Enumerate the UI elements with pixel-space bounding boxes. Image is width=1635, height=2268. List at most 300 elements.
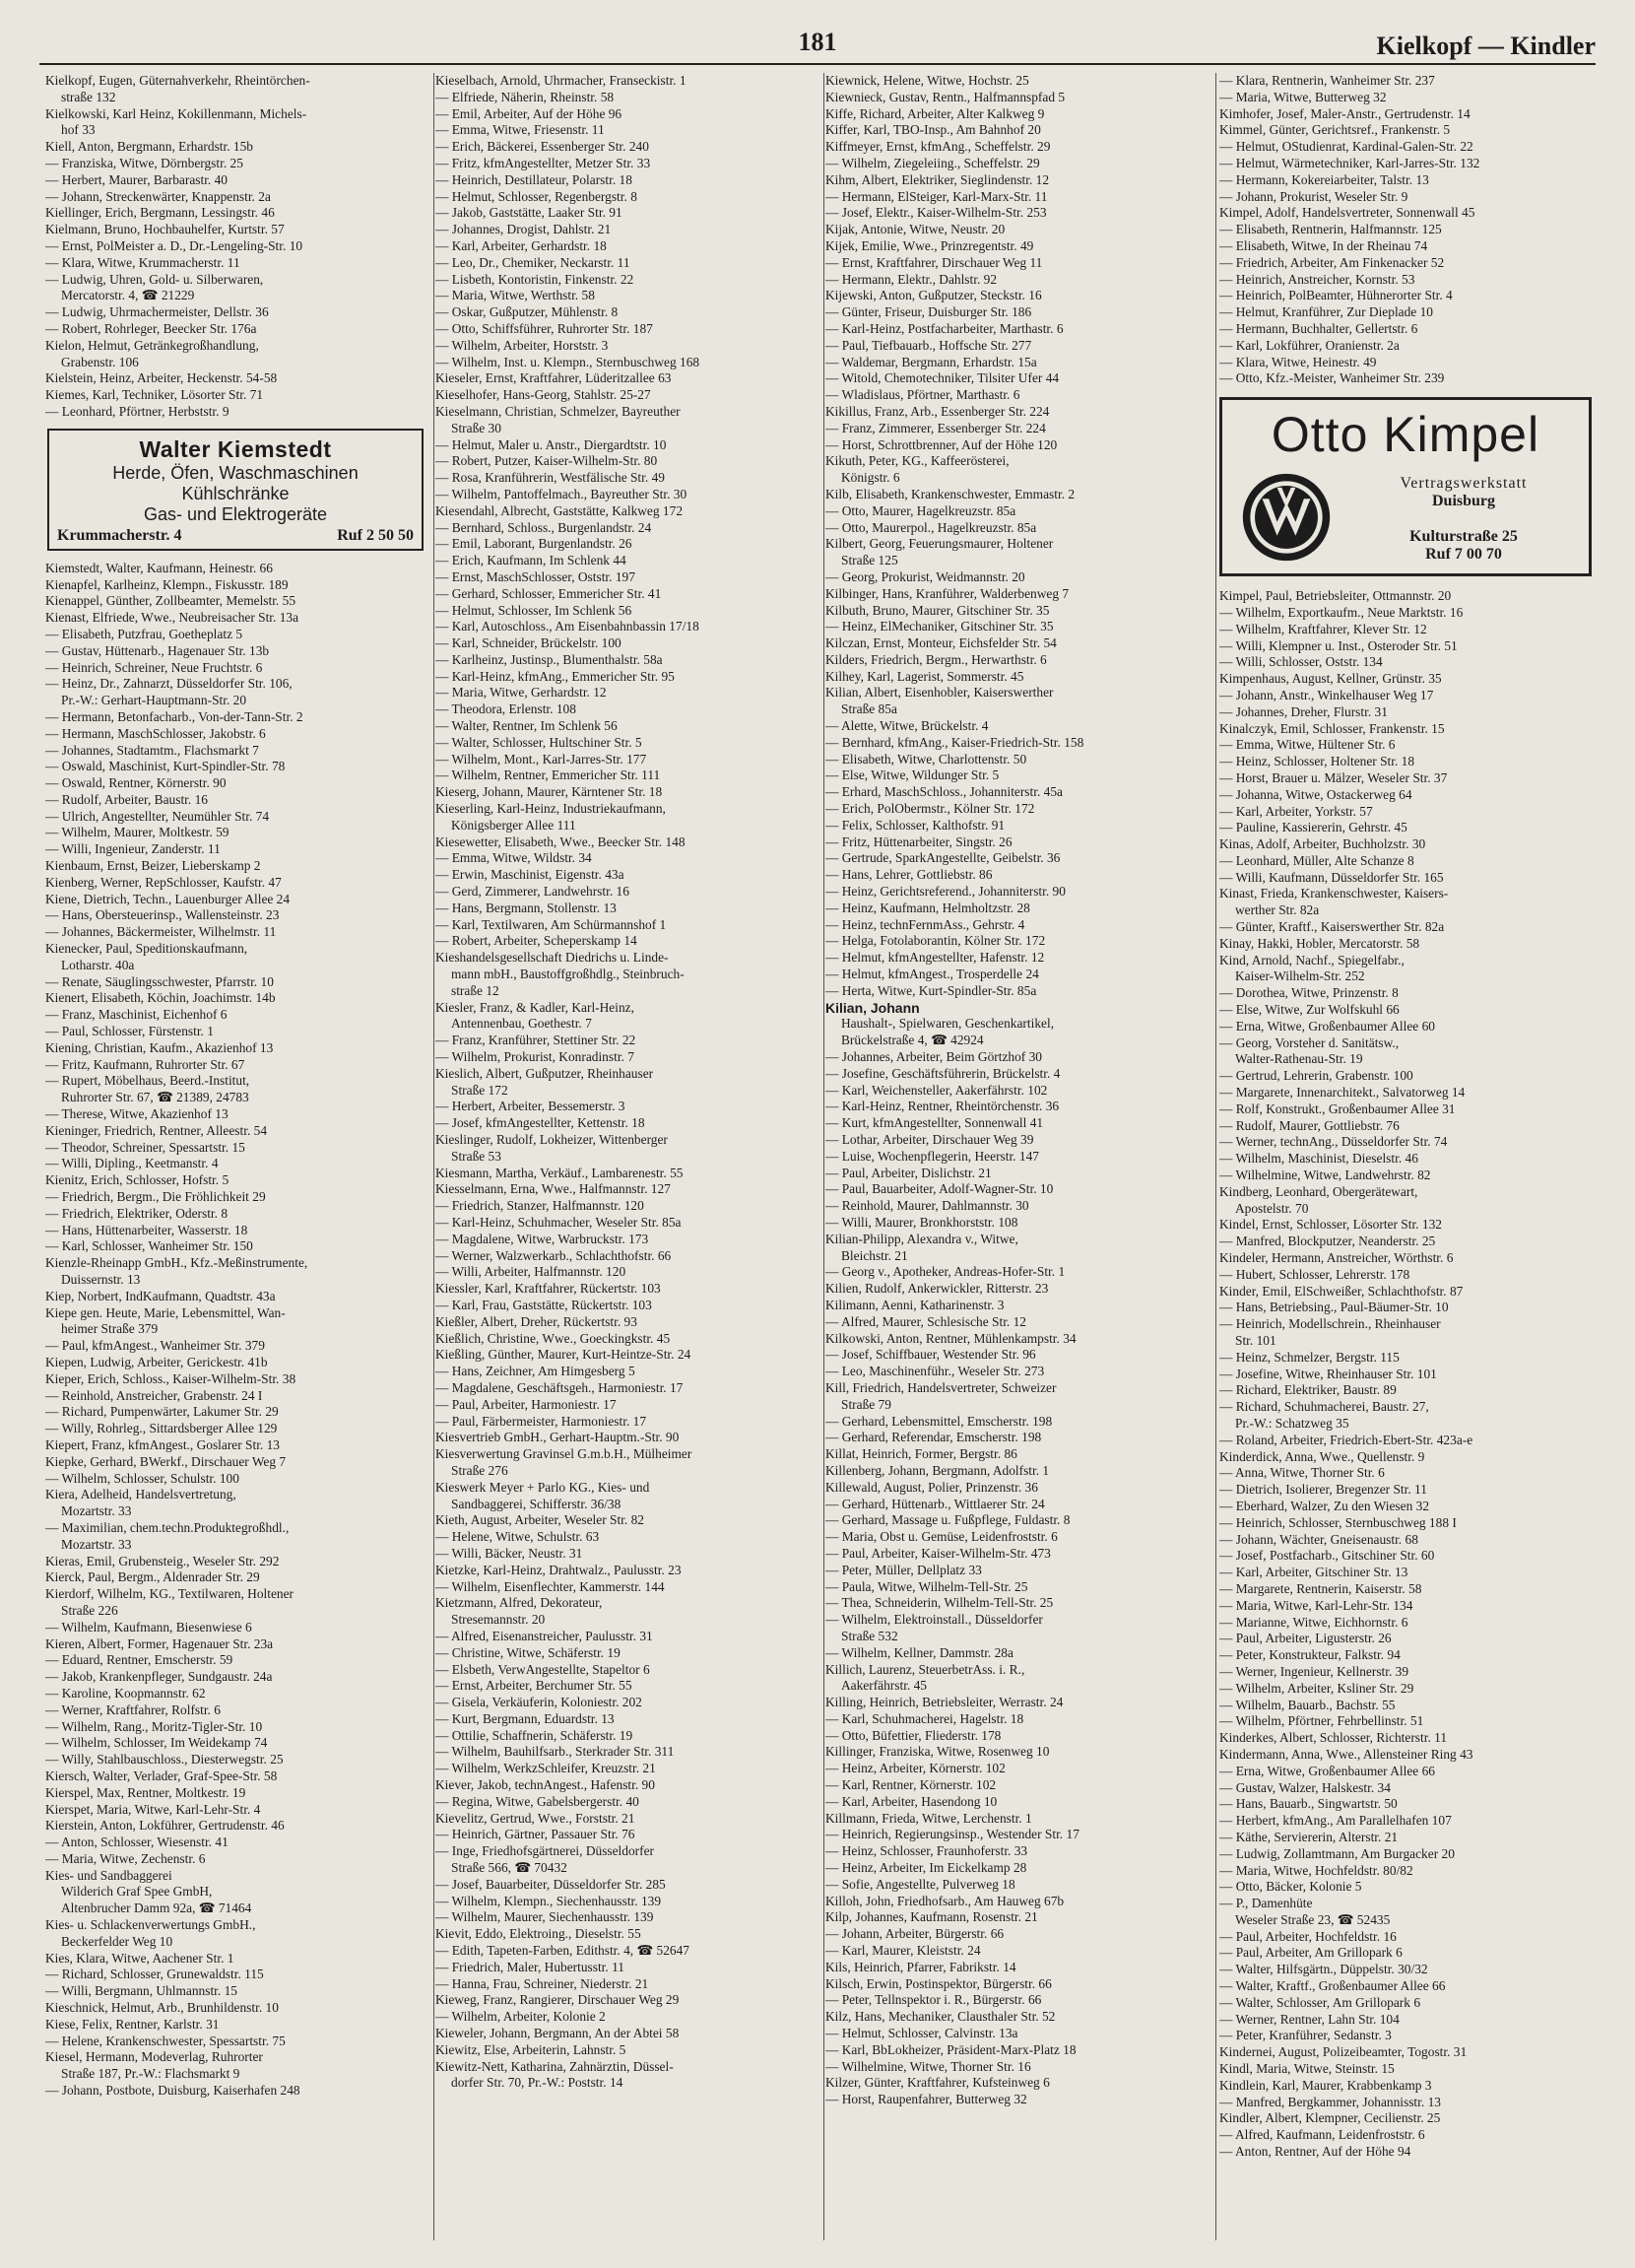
directory-entry: — Helmut, kfmAngest., Trosperdelle 24 [825, 967, 1039, 982]
directory-entry: — Renate, Säuglingsschwester, Pfarrstr. 10 [45, 973, 274, 989]
directory-entry: — Wilhelm, Kellner, Dammstr. 28a [825, 1644, 1014, 1660]
directory-entry: — Robert, Rohrleger, Beecker Str. 176a [45, 320, 257, 336]
directory-entry: Kiffmeyer, Ernst, kfmAng., Scheffelstr. 29 [825, 139, 1051, 155]
directory-entry: — Johann, Postbote, Duisburg, Kaiserhafen 248 [45, 2083, 300, 2099]
directory-entry: — Paula, Witwe, Wilhelm-Tell-Str. 25 [825, 1578, 1028, 1594]
directory-entry: — Roland, Arbeiter, Friedrich-Ebert-Str. 423a-e [1219, 1432, 1473, 1447]
directory-entry: — Heinrich, Modellschrein., Rheinhauser [1219, 1316, 1441, 1332]
directory-entry: Kiewitz-Nett, Katharina, Zahnärztin, Düssel- [435, 2058, 674, 2074]
directory-entry: — Edith, Tapeten-Farben, Edithstr. 4, ☎ 52647 [435, 1943, 689, 1959]
directory-entry: Kill, Friedrich, Handelsvertreter, Schweizer [825, 1379, 1057, 1395]
directory-entry: Pr.-W.: Gerhart-Hauptmann-Str. 20 [61, 693, 247, 708]
directory-entry: — Richard, Schuhmacherei, Baustr. 27, [1219, 1399, 1429, 1415]
directory-entry: — Josef, Postfacharb., Gitschiner Str. 60 [1219, 1548, 1435, 1564]
directory-entry: — Gerhard, Lebensmittel, Emscherstr. 198 [825, 1413, 1053, 1429]
directory-entry: — Maximilian, chem.techn.Produktegroßhdl., [45, 1519, 290, 1535]
directory-entry: Walter-Rathenau-Str. 19 [1235, 1051, 1363, 1067]
directory-entry: Kinalczyk, Emil, Schlosser, Frankenstr. 15 [1219, 720, 1445, 736]
directory-entry: Kiesewetter, Elisabeth, Wwe., Beecker Str. 148 [435, 834, 686, 849]
directory-entry: Kinder, Emil, ElSchweißer, Schlachthofstr. 87 [1219, 1283, 1464, 1299]
directory-entry: — Ottilie, Schaffnerin, Schäferstr. 19 [435, 1727, 633, 1743]
directory-entry: — Karl, Autoschloss., Am Eisenbahnbassin 17/18 [435, 619, 699, 634]
entry-list [435, 73, 814, 2092]
directory-entry: — Klara, Rentnerin, Wanheimer Str. 237 [1219, 73, 1435, 88]
directory-entry: Kieweler, Johann, Bergmann, An der Abtei 58 [435, 2026, 680, 2041]
directory-entry: — Richard, Elektriker, Baustr. 89 [1219, 1382, 1397, 1398]
directory-entry: Kienberg, Werner, RepSchlosser, Kaufstr. 47 [45, 874, 282, 890]
directory-entry: — Paul, Arbeiter, Ligusterstr. 26 [1219, 1631, 1392, 1646]
directory-entry: — Paul, Arbeiter, Harmoniestr. 17 [435, 1396, 617, 1412]
directory-entry: — Friedrich, Elektriker, Oderstr. 8 [45, 1205, 229, 1221]
directory-entry: — Karl, Arbeiter, Gerhardstr. 18 [435, 237, 607, 253]
directory-entry: — Walter, Schlosser, Hultschiner Str. 5 [435, 734, 642, 750]
directory-entry: — Johanna, Witwe, Ostackerweg 64 [1219, 786, 1412, 802]
directory-entry: — Paul, kfmAngest., Wanheimer Str. 379 [45, 1338, 265, 1354]
directory-entry: Kinay, Hakki, Hobler, Mercatorstr. 58 [1219, 935, 1420, 951]
directory-entry: — Hermann, Kokereiarbeiter, Talstr. 13 [1219, 171, 1429, 187]
entry-list [1219, 73, 1598, 387]
directory-entry: — Erna, Witwe, Großenbaumer Allee 66 [1219, 1763, 1435, 1778]
directory-entry: — Hans, Betriebsing., Paul-Bäumer-Str. 10 [1219, 1300, 1449, 1315]
directory-entry: — Gerhard, Massage u. Fußpflege, Fuldastr. 8 [825, 1512, 1071, 1528]
directory-entry: — Alette, Witwe, Brückelstr. 4 [825, 718, 989, 734]
directory-entry: — Ludwig, Uhrmachermeister, Dellstr. 36 [45, 304, 269, 320]
directory-entry: Weseler Straße 23, ☎ 52435 [1235, 1911, 1391, 1927]
directory-entry: — Erich, Bäckerei, Essenberger Str. 240 [435, 139, 649, 155]
directory-entry: — Erhard, MaschSchloss., Johanniterstr. 45a [825, 784, 1063, 800]
directory-entry: — Peter, Tellnspektor i. R., Bürgerstr. 66 [825, 1992, 1042, 2008]
directory-entry: — Wilhelm, Kraftfahrer, Klever Str. 12 [1219, 621, 1427, 636]
directory-entry: Kies- und Sandbaggerei [45, 1867, 172, 1883]
directory-entry: — Johann, Anstr., Winkelhauser Weg 17 [1219, 687, 1434, 702]
directory-entry: — Walter, Hilfsgärtn., Düppelstr. 30/32 [1219, 1962, 1428, 1977]
directory-entry: hof 33 [61, 122, 96, 138]
directory-entry: Kilbert, Georg, Feuerungsmaurer, Holtener [825, 536, 1054, 552]
directory-entry: — Emma, Witwe, Friesenstr. 11 [435, 122, 605, 138]
directory-entry: — Alfred, Kaufmann, Leidenfroststr. 6 [1219, 2127, 1425, 2143]
directory-entry: — Otto, Büfettier, Fliederstr. 178 [825, 1727, 1002, 1743]
directory-entry: — Kurt, kfmAngestellter, Sonnenwall 41 [825, 1115, 1044, 1131]
directory-entry: — Willi, Kaufmann, Düsseldorfer Str. 165 [1219, 869, 1444, 885]
directory-entry: — Wladislaus, Pförtner, Marthastr. 6 [825, 387, 1020, 403]
directory-entry: — Heinrich, Destillateur, Polarstr. 18 [435, 171, 632, 187]
directory-entry: — Erich, Kaufmann, Im Schlenk 44 [435, 553, 626, 568]
directory-entry: — Franz, Kranführer, Stettiner Str. 22 [435, 1033, 636, 1048]
directory-entry: Kietzke, Karl-Heinz, Drahtwalz., Paulusstr. 23 [435, 1562, 682, 1577]
directory-entry: Kienbaum, Ernst, Beizer, Lieberskamp 2 [45, 858, 261, 874]
directory-entry: Kinderdick, Anna, Wwe., Quellenstr. 9 [1219, 1448, 1425, 1464]
directory-entry: — Anton, Schlosser, Wiesenstr. 41 [45, 1834, 229, 1850]
directory-entry: straße 132 [61, 89, 116, 104]
directory-entry: — Helmut, Schlosser, Calvinstr. 13a [825, 2026, 1018, 2041]
directory-entry: — Gustav, Walzer, Halskestr. 34 [1219, 1779, 1391, 1795]
directory-entry: — Elfriede, Näherin, Rheinstr. 58 [435, 89, 615, 104]
directory-entry: Kilian-Philipp, Alexandra v., Witwe, [825, 1231, 1018, 1246]
directory-entry: Kiepke, Gerhard, BWerkf., Dirschauer Weg 7 [45, 1453, 287, 1469]
directory-entry: Straße 532 [841, 1628, 898, 1643]
directory-entry: — Karl-Heinz, Postfacharbeiter, Marthastr. 6 [825, 320, 1064, 336]
directory-entry: — Karl, Textilwaren, Am Schürmannshof 1 [435, 916, 667, 932]
directory-entry: — Jakob, Krankenpfleger, Sundgaustr. 24a [45, 1669, 273, 1685]
directory-entry: — Heinrich, Schlosser, Sternbuschweg 188 I [1219, 1514, 1457, 1530]
directory-entry: Kiep, Norbert, IndKaufmann, Quadtstr. 43a [45, 1288, 276, 1303]
ad-details [1346, 475, 1581, 564]
directory-entry: Ruhrorter Str. 67, ☎ 21389, 24783 [61, 1090, 249, 1105]
directory-entry: — Franziska, Witwe, Dörnbergstr. 25 [45, 155, 243, 170]
directory-entry: Kiffe, Richard, Arbeiter, Alter Kalkweg 9 [825, 105, 1045, 121]
directory-entry: — Otto, Kfz.-Meister, Wanheimer Str. 239 [1219, 370, 1445, 386]
directory-entry: — Helene, Krankenschwester, Spessartstr. 75 [45, 2033, 286, 2048]
directory-entry: Kilz, Hans, Mechaniker, Clausthaler Str. 52 [825, 2009, 1056, 2025]
directory-entry: — Heinrich, Schreiner, Neue Fruchtstr. 6 [45, 659, 263, 675]
directory-entry: — Fritz, kfmAngestellter, Metzer Str. 33 [435, 155, 651, 170]
directory-entry: Kilsch, Erwin, Postinspektor, Bürgerstr. 66 [825, 1975, 1052, 1991]
directory-entry: — Wilhelm, Rentner, Emmericher Str. 111 [435, 767, 661, 783]
directory-entry: — Pauline, Kassiererin, Gehrstr. 45 [1219, 820, 1407, 835]
directory-entry: Kies, Klara, Witwe, Aachener Str. 1 [45, 1950, 234, 1966]
directory-entry: — Erwin, Maschinist, Eigenstr. 43a [435, 867, 624, 883]
directory-entry: — Wilhelm, Maurer, Moltkestr. 59 [45, 825, 229, 840]
directory-entry: Kiese, Felix, Rentner, Karlstr. 31 [45, 2016, 220, 2032]
directory-entry: — Christine, Witwe, Schäferstr. 19 [435, 1644, 621, 1660]
directory-entry: Kietzmann, Alfred, Dekorateur, [435, 1595, 603, 1611]
directory-entry: Kihm, Albert, Elektriker, Sieglindenstr. 12 [825, 171, 1050, 187]
directory-entry: Antennenbau, Goethestr. 7 [451, 1016, 592, 1032]
directory-entry: — Maria, Witwe, Butterweg 32 [1219, 89, 1387, 104]
directory-entry: — Robert, Arbeiter, Scheperskamp 14 [435, 933, 637, 949]
directory-entry: Mozartstr. 33 [61, 1503, 132, 1519]
directory-entry: — Helmut, OStudienrat, Kardinal-Galen-Str. 22 [1219, 139, 1473, 155]
directory-entry: — Karl, Weichensteller, Aakerfährstr. 102 [825, 1082, 1048, 1098]
directory-entry: Kieschnick, Helmut, Arb., Brunhildenstr. 10 [45, 2000, 279, 2016]
directory-entry: Kindernei, August, Polizeibeamter, Togostr. 31 [1219, 2044, 1468, 2060]
directory-entry: — Wilhelm, Inst. u. Klempn., Sternbuschweg 168 [435, 354, 700, 369]
directory-entry: — Hermann, ElSteiger, Karl-Marx-Str. 11 [825, 188, 1048, 204]
directory-entry: Straße 85a [841, 701, 897, 717]
directory-entry: — Jakob, Gaststätte, Laaker Str. 91 [435, 205, 622, 221]
directory-entry: Straße 125 [841, 553, 898, 568]
directory-entry: Kießler, Albert, Dreher, Rückertstr. 93 [435, 1313, 637, 1329]
directory-entry: Kiening, Christian, Kaufm., Akazienhof 13 [45, 1039, 274, 1055]
directory-entry: — Karl, Lokführer, Oranienstr. 2a [1219, 337, 1400, 353]
directory-entry: — Alfred, Maurer, Schlesische Str. 12 [825, 1313, 1027, 1329]
directory-entry: — Wilhelm, WerkzSchleifer, Kreuzstr. 21 [435, 1761, 656, 1776]
directory-entry: — Heinz, technFernmAss., Gehrstr. 4 [825, 916, 1025, 932]
directory-entry: Kiesler, Franz, & Kadler, Karl-Heinz, [435, 999, 634, 1015]
directory-entry: — Helene, Witwe, Schulstr. 63 [435, 1529, 600, 1545]
directory-entry: — Leo, Dr., Chemiker, Neckarstr. 11 [435, 254, 630, 270]
directory-entry: — Witold, Chemotechniker, Tilsiter Ufer 44 [825, 370, 1060, 386]
directory-entry: — Ludwig, Uhren, Gold- u. Silberwaren, [45, 271, 264, 287]
directory-entry: Kievit, Eddo, Elektroing., Dieselstr. 55 [435, 1926, 641, 1942]
column-2 [435, 73, 814, 2250]
ad-city: Duisburg [1431, 493, 1496, 510]
directory-entry: — Paul, Arbeiter, Kaiser-Wilhelm-Str. 473 [825, 1545, 1051, 1561]
directory-entry: — Wilhelm, Arbeiter, Kolonie 2 [435, 2009, 606, 2025]
directory-entry: Straße 187, Pr.-W.: Flachsmarkt 9 [61, 2066, 240, 2082]
directory-entry: — Luise, Wochenpflegerin, Heerstr. 147 [825, 1148, 1039, 1164]
directory-entry: Altenbrucher Damm 92a, ☎ 71464 [61, 1901, 252, 1916]
directory-entry: — Otto, Maurerpol., Hagelkreuzstr. 85a [825, 519, 1037, 535]
directory-entry: mann mbH., Baustoffgroßhdlg., Steinbruch- [451, 967, 685, 982]
directory-entry: Kieren, Albert, Former, Hagenauer Str. 23a [45, 1635, 274, 1651]
directory-entry: — Oswald, Maschinist, Kurt-Spindler-Str. 78 [45, 759, 286, 774]
directory-entry: Kiewitz, Else, Arbeiterin, Lahnstr. 5 [435, 2041, 626, 2057]
directory-entry: Kikuth, Peter, KG., Kaffeerösterei, [825, 453, 1010, 469]
directory-entry: — Peter, Kranführer, Sedanstr. 3 [1219, 2028, 1392, 2043]
directory-entry: — Dorothea, Witwe, Prinzenstr. 8 [1219, 985, 1399, 1001]
directory-entry: — Elisabeth, Witwe, Charlottenstr. 50 [825, 751, 1027, 767]
directory-entry: — Else, Witwe, Zur Wolfskuhl 66 [1219, 1002, 1400, 1018]
directory-entry: Kindler, Albert, Klempner, Cecilienstr. 25 [1219, 2110, 1441, 2126]
directory-entry: Killmann, Frieda, Witwe, Lerchenstr. 1 [825, 1810, 1032, 1826]
directory-entry: Kimpel, Adolf, Handelsvertreter, Sonnenwall 45 [1219, 205, 1475, 221]
directory-entry: — Johann, Streckenwärter, Knappenstr. 2a [45, 188, 271, 204]
directory-entry: — Emma, Witwe, Hültener Str. 6 [1219, 737, 1396, 753]
directory-entry: — Karl, Rentner, Körnerstr. 102 [825, 1777, 997, 1793]
directory-entry: — Maria, Witwe, Gerhardstr. 12 [435, 685, 607, 700]
directory-entry: Kilb, Elisabeth, Krankenschwester, Emmastr. 2 [825, 486, 1076, 501]
directory-entry: — Herbert, Arbeiter, Bessemerstr. 3 [435, 1099, 625, 1114]
directory-entry: Kiessler, Karl, Kraftfahrer, Rückertstr. 103 [435, 1281, 661, 1297]
directory-entry: — Margarete, Rentnerin, Kaiserstr. 58 [1219, 1580, 1422, 1596]
directory-entry: Straße 79 [841, 1396, 891, 1412]
directory-entry: Straße 226 [61, 1602, 118, 1618]
directory-entry: Kiesselmann, Erna, Wwe., Halfmannstr. 127 [435, 1181, 671, 1197]
directory-entry: Kieselbach, Arnold, Uhrmacher, Franseckistr. 1 [435, 73, 687, 88]
directory-entry: — Reinhold, Anstreicher, Grabenstr. 24 I [45, 1387, 263, 1403]
directory-entry: — Manfred, Bergkammer, Johannisstr. 13 [1219, 2094, 1441, 2109]
directory-entry: — Gertrud, Lehrerin, Grabenstr. 100 [1219, 1068, 1413, 1084]
directory-entry: — Kurt, Bergmann, Eduardstr. 13 [435, 1710, 615, 1726]
directory-entry: Kieselhofer, Hans-Georg, Stahlstr. 25-27 [435, 387, 651, 403]
directory-entry: Kilczan, Ernst, Monteur, Eichsfelder Str. 54 [825, 635, 1057, 651]
directory-entry: — Georg, Prokurist, Weidmannstr. 20 [825, 568, 1025, 584]
directory-entry: — Maria, Obst u. Gemüse, Leidenfroststr. 6 [825, 1529, 1058, 1545]
directory-entry: — Richard, Pumpenwärter, Lakumer Str. 29 [45, 1404, 279, 1420]
directory-entry: — Hermann, MaschSchlosser, Jakobstr. 6 [45, 725, 266, 741]
directory-entry: — Friedrich, Bergm., Die Fröhlichkeit 29 [45, 1189, 266, 1205]
directory-entry: — Wilhelm, Arbeiter, Ksliner Str. 29 [1219, 1680, 1414, 1696]
directory-entry: — Wilhelm, Pförtner, Fehrbellinstr. 51 [1219, 1713, 1424, 1729]
directory-entry: — Wilhelm, Maschinist, Dieselstr. 46 [1219, 1151, 1418, 1167]
directory-entry: — Paul, Schlosser, Fürstenstr. 1 [45, 1024, 214, 1039]
directory-entry: — Richard, Schlosser, Grunewaldstr. 115 [45, 1967, 264, 1982]
directory-entry: — Heinz, Arbeiter, Im Eickelkamp 28 [825, 1860, 1027, 1876]
directory-entry: Kierdorf, Wilhelm, KG., Textilwaren, Holtener [45, 1586, 294, 1602]
directory-entry: — Manfred, Blockputzer, Neanderstr. 25 [1219, 1234, 1436, 1249]
directory-entry: Kieth, August, Arbeiter, Weseler Str. 82 [435, 1512, 644, 1528]
directory-entry: — Else, Witwe, Wildunger Str. 5 [825, 767, 1000, 783]
directory-entry: Kimmel, Günter, Gerichtsref., Frankenstr. 5 [1219, 122, 1451, 138]
directory-entry: Kierspel, Max, Rentner, Moltkestr. 19 [45, 1784, 246, 1800]
directory-entry: — Marianne, Witwe, Eichhornstr. 6 [1219, 1614, 1408, 1630]
directory-entry: — Wilhelmine, Witwe, Thorner Str. 16 [825, 2058, 1031, 2074]
directory-entry: Kies- u. Schlackenverwertungs GmbH., [45, 1917, 256, 1933]
directory-entry: Duissernstr. 13 [61, 1272, 141, 1287]
directory-entry: — Willi, Maurer, Bronkhorststr. 108 [825, 1214, 1018, 1230]
directory-entry: Kikillus, Franz, Arb., Essenberger Str. 224 [825, 403, 1050, 419]
directory-entry: — Willi, Schlosser, Oststr. 134 [1219, 654, 1383, 670]
directory-entry: — Elsbeth, VerwAngestellte, Stapeltor 6 [435, 1661, 650, 1677]
directory-entry: — Paul, Arbeiter, Dislichstr. 21 [825, 1165, 992, 1180]
ad-product-line: Kühlschränke [181, 483, 290, 503]
directory-entry: — Horst, Brauer u. Mälzer, Weseler Str. 37 [1219, 769, 1448, 785]
entry-list [825, 73, 1204, 2108]
directory-entry: — Willi, Dipling., Keetmanstr. 4 [45, 1156, 219, 1171]
directory-entry: — Leonhard, Pförtner, Herbststr. 9 [45, 403, 229, 419]
directory-entry: Kielkopf, Eugen, Güternahverkehr, Rheintörchen- [45, 73, 310, 88]
directory-entry: — Karl, Schlosser, Wanheimer Str. 150 [45, 1238, 253, 1254]
directory-entry: Kiemstedt, Walter, Kaufmann, Heinestr. 66 [45, 560, 273, 575]
directory-entry: — Werner, Rentner, Lahn Str. 104 [1219, 2011, 1400, 2027]
directory-entry: — Georg, Vorsteher d. Sanitätsw., [1219, 1034, 1400, 1050]
directory-entry: Kieweg, Franz, Rangierer, Dirschauer Weg 29 [435, 1992, 680, 2008]
directory-entry: — Helmut, Maler u. Anstr., Diergardtstr. 10 [435, 436, 667, 452]
directory-entry: — Bernhard, Schloss., Burgenlandstr. 24 [435, 519, 652, 535]
directory-entry: Kierspet, Maria, Witwe, Karl-Lehr-Str. 4 [45, 1801, 261, 1817]
directory-entry: — Inge, Friedhofsgärtnerei, Düsseldorfer [435, 1843, 654, 1859]
ad-phone: Ruf 7 00 70 [1425, 546, 1502, 564]
directory-entry: — Leo, Maschinenführ., Weseler Str. 273 [825, 1364, 1045, 1379]
directory-entry: Killich, Laurenz, SteuerbetrAss. i. R., [825, 1661, 1025, 1677]
directory-entry: — Ernst, MaschSchlosser, Oststr. 197 [435, 568, 635, 584]
directory-entry: Kienitz, Erich, Schlosser, Hofstr. 5 [45, 1172, 229, 1188]
directory-entry: Kieras, Emil, Grubensteig., Weseler Str. 292 [45, 1553, 280, 1568]
directory-entry: Kiepe gen. Heute, Marie, Lebensmittel, Wan- [45, 1304, 286, 1320]
directory-entry: Kiera, Adelheid, Handelsvertretung, [45, 1487, 236, 1502]
directory-entry: Killat, Heinrich, Former, Bergstr. 86 [825, 1446, 1017, 1462]
directory-entry: Stresemannstr. 20 [451, 1612, 546, 1628]
directory-entry: — Gustav, Hüttenarb., Hagenauer Str. 13b [45, 642, 270, 658]
directory-entry: — Eduard, Rentner, Emscherstr. 59 [45, 1652, 233, 1668]
directory-entry: — Paul, Arbeiter, Am Grillopark 6 [1219, 1945, 1403, 1961]
directory-entry: Kießlich, Christine, Wwe., Goeckingkstr. 45 [435, 1330, 671, 1346]
directory-entry: — Klara, Witwe, Krummacherstr. 11 [45, 254, 240, 270]
directory-entry: — Gertrude, SparkAngestellte, Geibelstr. 36 [825, 850, 1061, 866]
directory-entry: — Hanna, Frau, Schreiner, Niederstr. 21 [435, 1975, 649, 1991]
directory-entry: — Maria, Witwe, Hochfeldstr. 80/82 [1219, 1862, 1413, 1878]
directory-entry: — Johann, Prokurist, Weseler Str. 9 [1219, 188, 1408, 204]
directory-entry: — Rosa, Kranführerin, Westfälische Str. 49 [435, 470, 665, 486]
directory-entry: — Horst, Raupenfahrer, Butterweg 32 [825, 2092, 1027, 2107]
column-3 [825, 73, 1204, 2250]
directory-entry: Kindel, Ernst, Schlosser, Lösorter Str. 132 [1219, 1217, 1442, 1233]
ad-company-name: Walter Kiemstedt [139, 435, 332, 462]
directory-entry: — Willy, Rohrleg., Sittardsberger Allee 129 [45, 1421, 278, 1436]
directory-entry: — Karlheinz, Justinsp., Blumenthalstr. 58a [435, 651, 663, 667]
directory-entry: — Maria, Witwe, Karl-Lehr-Str. 134 [1219, 1597, 1413, 1613]
directory-entry: — Josefine, Witwe, Rheinhauser Str. 101 [1219, 1366, 1437, 1381]
entry-list [45, 73, 424, 421]
directory-entry: Kils, Heinrich, Pfarrer, Fabrikstr. 14 [825, 1959, 1016, 1974]
directory-entry: — Helga, Fotolaborantin, Kölner Str. 172 [825, 933, 1046, 949]
directory-entry: — Horst, Schrottbrenner, Auf der Höhe 120 [825, 436, 1058, 452]
directory-entry: Kiellinger, Erich, Bergmann, Lessingstr. 46 [45, 205, 275, 221]
directory-entry: — Theodor, Schreiner, Spessartstr. 15 [45, 1139, 245, 1155]
directory-entry: — Josef, Schiffbauer, Westender Str. 96 [825, 1347, 1036, 1363]
directory-entry: — Theodora, Erlenstr. 108 [435, 701, 576, 717]
directory-entry: — Erna, Witwe, Großenbaumer Allee 60 [1219, 1018, 1435, 1034]
directory-entry: — Hans, Zeichner, Am Himgesberg 5 [435, 1364, 635, 1379]
directory-entry: — Wilhelm, Pantoffelmach., Bayreuther Str. 30 [435, 486, 687, 501]
directory-entry: dorfer Str. 70, Pr.-W.: Poststr. 14 [451, 2075, 623, 2091]
directory-entry: heimer Straße 379 [61, 1321, 159, 1337]
directory-entry: Kievelitz, Gertrud, Wwe., Forststr. 21 [435, 1810, 635, 1826]
directory-entry: — Josef, Elektr., Kaiser-Wilhelm-Str. 253 [825, 205, 1047, 221]
directory-entry: — Friedrich, Stanzer, Halfmannstr. 120 [435, 1198, 644, 1214]
directory-entry: — Heinrich, Anstreicher, Kornstr. 53 [1219, 271, 1415, 287]
directory-entry: Kimhofer, Josef, Maler-Anstr., Gertrudenstr. 14 [1219, 105, 1471, 121]
directory-entry: Kaiser-Wilhelm-Str. 252 [1235, 968, 1365, 984]
directory-entry: — Karl, Maurer, Kleiststr. 24 [825, 1943, 981, 1959]
directory-entry: Brückelstraße 4, ☎ 42924 [841, 1033, 984, 1048]
column-1 [45, 73, 424, 2250]
directory-entry: Kielmann, Bruno, Hochbauhelfer, Kurtstr. 57 [45, 222, 285, 237]
directory-entry: Kießling, Günther, Maurer, Kurt-Heintze-Str. 24 [435, 1347, 691, 1363]
directory-entry: — Karl, Frau, Gaststätte, Rückertstr. 103 [435, 1297, 652, 1312]
directory-entry: — Wilhelm, Ziegeleiing., Scheffelstr. 29 [825, 155, 1040, 170]
ad-address: Kulturstraße 25 [1409, 528, 1518, 546]
directory-entry: Kindl, Maria, Witwe, Steinstr. 15 [1219, 2061, 1395, 2077]
directory-entry: — Willi, Bäcker, Neustr. 31 [435, 1545, 583, 1561]
ad-phone: Ruf 2 50 50 [337, 526, 414, 544]
directory-entry: — Elisabeth, Witwe, In der Rheinau 74 [1219, 237, 1428, 253]
directory-entry: — Hans, Bergmann, Stollenstr. 13 [435, 900, 617, 915]
directory-entry: Kieshandelsgesellschaft Diedrichs u. Linde- [435, 950, 669, 966]
ad-address: Krummacherstr. 4 [57, 526, 182, 544]
directory-entry: Kilimann, Aenni, Katharinenstr. 3 [825, 1297, 1005, 1312]
directory-entry: — Gerhard, Referendar, Emscherstr. 198 [825, 1430, 1042, 1445]
directory-entry: — Werner, Walzwerkarb., Schlachthofstr. 66 [435, 1247, 672, 1263]
directory-entry: Kinderkes, Albert, Schlosser, Richterstr. 11 [1219, 1730, 1448, 1746]
directory-entry: Kiewnick, Helene, Witwe, Hochstr. 25 [825, 73, 1029, 88]
directory-entry: — Elisabeth, Putzfrau, Goetheplatz 5 [45, 626, 243, 641]
directory-entry: — Karl, BbLokheizer, Präsident-Marx-Platz 18 [825, 2041, 1077, 2057]
directory-entry: — Peter, Müller, Dellplatz 33 [825, 1562, 982, 1577]
directory-entry: — Gisela, Verkäuferin, Koloniestr. 202 [435, 1695, 642, 1710]
directory-entry: — Wilhelm, Bauhilfsarb., Sterkrader Str. 311 [435, 1744, 675, 1760]
directory-entry: — Johannes, Bäckermeister, Wilhelmstr. 11 [45, 924, 277, 940]
directory-entry: — Werner, Ingenieur, Kellnerstr. 39 [1219, 1663, 1409, 1679]
directory-entry: — Hans, Bauarb., Singwartstr. 50 [1219, 1796, 1398, 1812]
directory-entry: — Friedrich, Arbeiter, Am Finkenacker 52 [1219, 254, 1445, 270]
directory-entry: Königstr. 6 [841, 470, 900, 486]
directory-entry: Killewald, August, Polier, Prinzenstr. 36 [825, 1479, 1038, 1495]
directory-columns [45, 73, 1598, 2250]
directory-entry: — Willi, Ingenieur, Zanderstr. 11 [45, 841, 221, 857]
directory-entry: — Magdalene, Geschäftsgeh., Harmoniestr. 17 [435, 1379, 684, 1395]
directory-entry: — Bernhard, kfmAng., Kaiser-Friedrich-Str. 158 [825, 734, 1084, 750]
directory-entry: — Otto, Bäcker, Kolonie 5 [1219, 1879, 1362, 1895]
directory-entry: Mozartstr. 33 [61, 1536, 132, 1552]
directory-entry: Killenberg, Johann, Bergmann, Adolfstr. 1 [825, 1462, 1050, 1478]
directory-entry: Apostelstr. 70 [1235, 1200, 1309, 1216]
directory-entry: Kilkowski, Anton, Rentner, Mühlenkampstr. 34 [825, 1330, 1077, 1346]
directory-entry: — Klara, Witwe, Heinestr. 49 [1219, 354, 1377, 369]
running-head: Kielkopf — Kindler [1376, 32, 1596, 60]
ad-product-line: Herde, Öfen, Waschmaschinen [112, 462, 359, 483]
directory-entry: — Elisabeth, Rentnerin, Halfmannstr. 125 [1219, 222, 1442, 237]
directory-entry: Kiesel, Hermann, Modeverlag, Ruhrorter [45, 2049, 263, 2065]
directory-entry: Kindlein, Karl, Maurer, Krabbenkamp 3 [1219, 2077, 1432, 2093]
directory-entry: — Lothar, Arbeiter, Dirschauer Weg 39 [825, 1132, 1034, 1147]
directory-entry: — Hubert, Schlosser, Lehrerstr. 178 [1219, 1266, 1410, 1282]
directory-entry: — Günter, Friseur, Duisburger Str. 186 [825, 304, 1032, 320]
directory-entry: werther Str. 82a [1235, 902, 1320, 918]
directory-entry: — Rudolf, Maurer, Gottliebstr. 76 [1219, 1117, 1400, 1133]
directory-entry: Bleichstr. 21 [841, 1247, 908, 1263]
